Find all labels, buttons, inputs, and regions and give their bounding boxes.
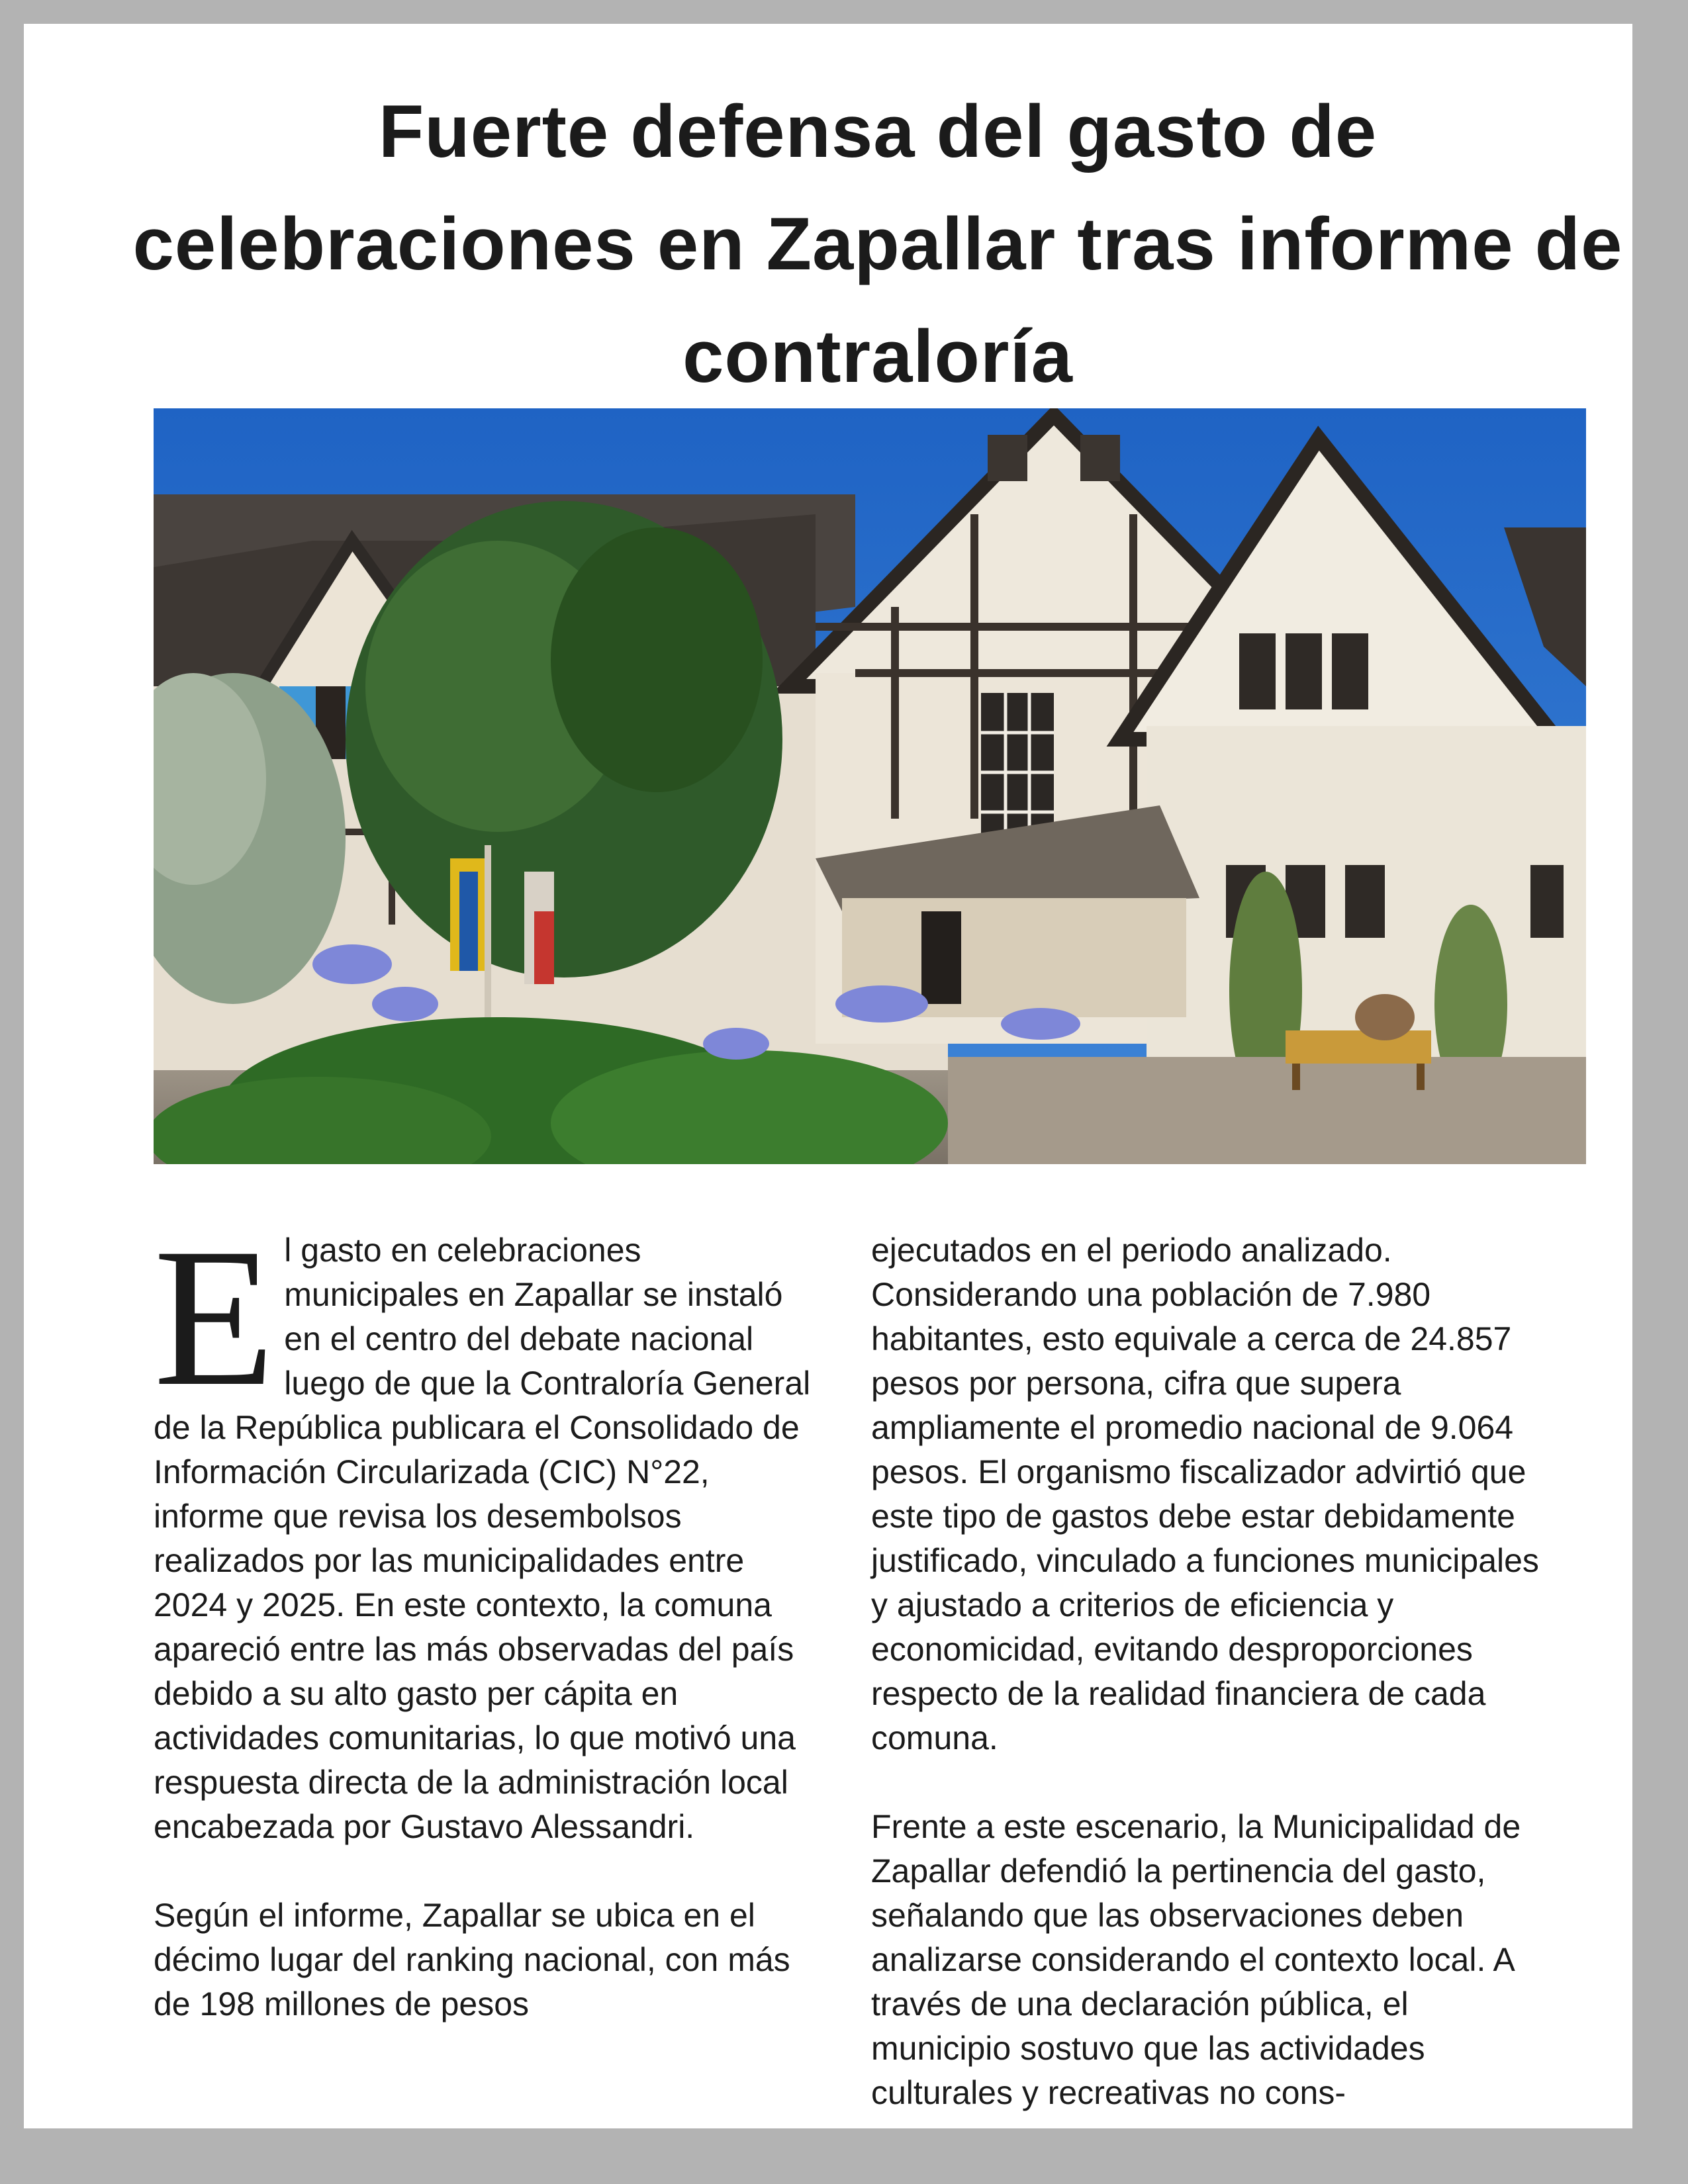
tudor-house-photo [154, 408, 1586, 1164]
headline: Fuerte defensa del gasto de celebraciones en Zapallar tras informe de contraloría [132, 90, 1623, 398]
paragraph-2: Según el informe, Zapallar se ubica en el décimo lugar del ranking nacional, con más de 198 millones de pesos [154, 1897, 790, 2023]
article-column-left [154, 1207, 822, 2071]
paragraph-1 [154, 1207, 822, 1849]
drop-cap: E [154, 1207, 275, 1427]
paragraph-4: Frente a este escenario, la Municipalidad de Zapallar defendió la pertinencia del gasto, señalando que las observaciones deben analizarse considerando el contexto local. A través de una declaración pública, el municipio sostuvo que las actividades culturales y recreativas no cons- [871, 1808, 1521, 2111]
paragraph-1-text: l gasto en celebraciones municipales en Zapallar se instaló en el centro del debate nacional luego de que la Contraloría General de la República publicara el Consolidado de Información Circularizada (CIC) N°22, informe que revisa los desembolsos realizados por las municipalidades entre 2024 y 2025. En este contexto, la comuna apareció entre las más observadas del país debido a su alto gasto per cápita en actividades comunitarias, lo que motivó una respuesta directa de la administración local encabezada por Gustavo Alessandri. [154, 1232, 811, 1845]
article-column-right [871, 1228, 1540, 2160]
paragraph-3: ejecutados en el periodo analizado. Considerando una población de 7.980 habitantes, esto equivale a cerca de 24.857 pesos por persona, cifra que supera ampliamente el promedio nacional de 9.064 pesos. El organismo fiscalizador advirtió que este tipo de gastos debe estar debidamente justificado, vinculado a funciones municipales y ajustado a criterios de eficiencia y economicidad, evitando desproporciones respecto de la realidad financiera de cada comuna. [871, 1232, 1539, 1756]
newspaper-page [24, 24, 1632, 2128]
